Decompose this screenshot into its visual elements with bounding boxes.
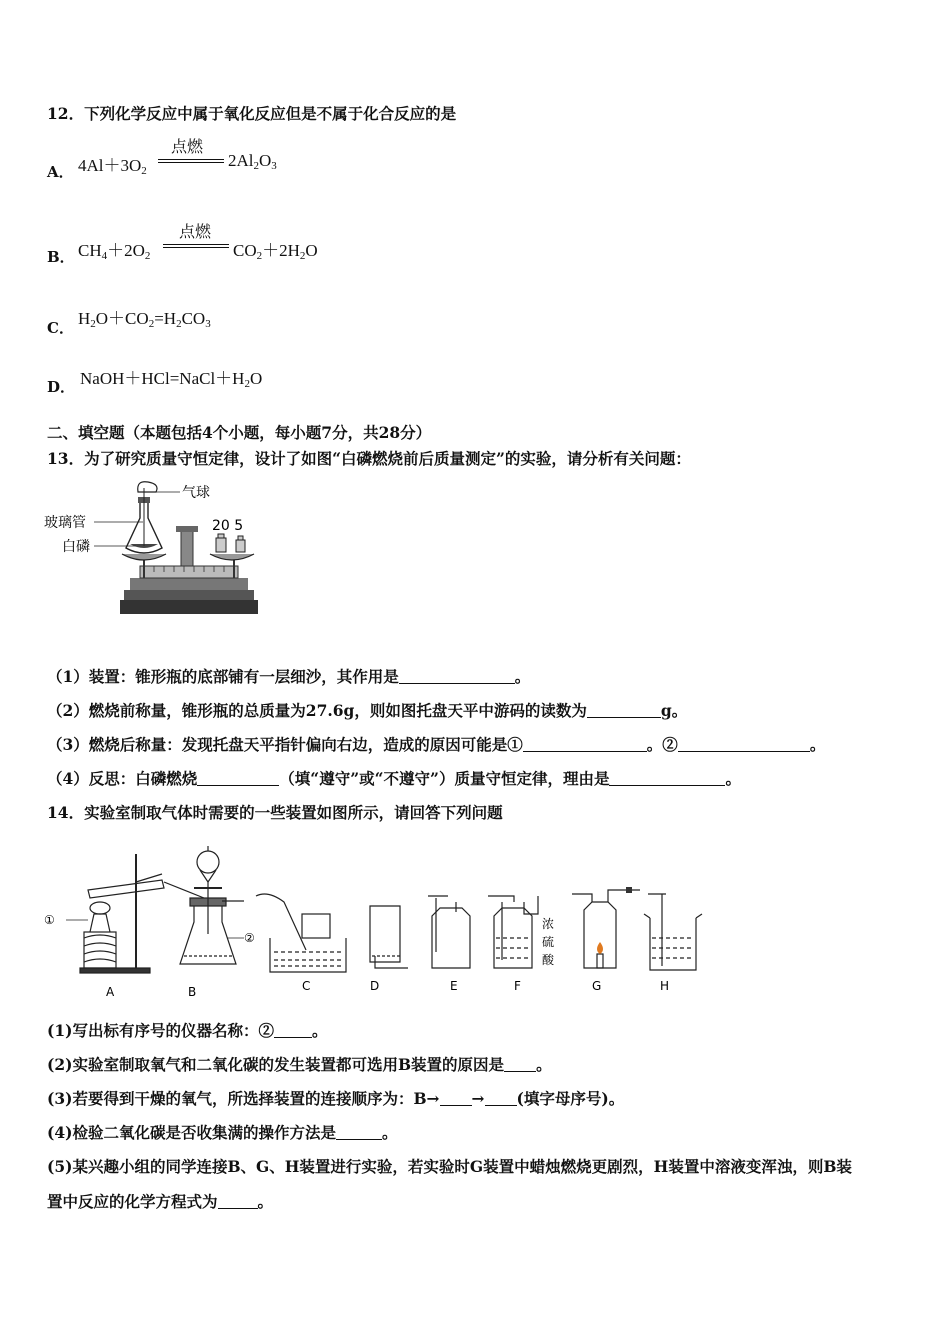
q13-blank-2[interactable] xyxy=(587,703,661,718)
q12-option-c-label: C． xyxy=(47,319,74,337)
q13-blank-4b[interactable] xyxy=(609,771,725,786)
q13-part4: （4）反思：白磷燃烧 （填“遵守”或“不遵守”）质量守恒定律，理由是 。 xyxy=(47,769,741,788)
q12-stem: 12．下列化学反应中属于氧化反应但是不属于化合反应的是 xyxy=(47,104,457,123)
q12-option-b-reactants: $CH_4+2O_2$ xyxy=(78,241,151,262)
balance-base-icon xyxy=(124,590,254,600)
q14-part1: (1)写出标有序号的仪器名称：② 。 xyxy=(47,1021,328,1040)
q12-option-d-label: D． xyxy=(47,378,76,396)
q12-option-d-equation: $NaOH+HCl=NaCl+H_2O$ xyxy=(80,369,263,390)
balloon-icon xyxy=(138,482,157,492)
fig14-label-h: H xyxy=(660,979,670,993)
fig14-label-b: B xyxy=(188,985,197,998)
q13-balance-figure xyxy=(44,478,266,620)
fig14-acid-3: 酸 xyxy=(542,953,555,967)
q13-part2: （2）燃烧前称量，锥形瓶的总质量为27.6g，则如图托盘天平中游码的读数为 g。 xyxy=(47,701,688,720)
q14-part5-line2: 置中反应的化学方程式为 。 xyxy=(47,1192,274,1211)
q12-option-a-products: $2Al_2O_3$ xyxy=(228,151,277,172)
q12-option-c-equation: $H_2O+CO_2=H_2CO_3$ xyxy=(78,309,211,330)
q13-blank-3b[interactable] xyxy=(678,737,810,752)
q12-option-b-label: B． xyxy=(47,248,75,266)
q14-blank-4[interactable] xyxy=(336,1125,382,1140)
q14-blank-3b[interactable] xyxy=(485,1091,517,1106)
fig13-label-weights: 20 5 xyxy=(212,518,244,534)
q12-option-a-reactants: $4Al+3O_2$ xyxy=(78,156,147,177)
candle-flame-icon xyxy=(597,942,603,954)
q13-part3: （3）燃烧后称量：发现托盘天平指针偏向右边，造成的原因可能是① 。② 。 xyxy=(47,735,826,754)
fig13-label-balloon: 气球 xyxy=(182,485,210,501)
fig14-marker-1: ① xyxy=(44,913,55,927)
q13-part1: （1）装置：锥形瓶的底部铺有一层细沙，其作用是 。 xyxy=(47,667,531,686)
q12-option-b-condition: 点燃 xyxy=(179,222,212,241)
q14-blank-3a[interactable] xyxy=(440,1091,472,1106)
fig14-label-g: G xyxy=(592,979,602,993)
q12-option-a-arrow xyxy=(158,159,224,163)
q14-part4: (4)检验二氧化碳是否收集满的操作方法是 。 xyxy=(47,1123,398,1142)
q14-blank-2[interactable] xyxy=(504,1057,536,1072)
fig14-label-e: E xyxy=(450,979,458,993)
q14-stem: 14．实验室制取气体时需要的一些装置如图所示，请回答下列问题 xyxy=(47,803,503,822)
q12-option-a-condition: 点燃 xyxy=(171,137,204,156)
fig14-label-d: D xyxy=(370,979,380,993)
q13-blank-1[interactable] xyxy=(399,669,515,684)
q13-blank-4a[interactable] xyxy=(197,771,279,786)
q13-stem: 13．为了研究质量守恒定律，设计了如图“白磷燃烧前后质量测定”的实验，请分析有关问题： xyxy=(47,449,691,468)
q14-blank-1[interactable] xyxy=(274,1023,312,1038)
q14-blank-5[interactable] xyxy=(218,1194,258,1209)
q14-part2: (2)实验室制取氧气和二氧化碳的发生装置都可选用B装置的原因是 。 xyxy=(47,1055,552,1074)
q14-apparatus-figure xyxy=(44,838,704,998)
fig13-label-phosphorus: 白磷 xyxy=(62,539,90,555)
fig13-label-tube: 玻璃管 xyxy=(44,515,86,531)
fig14-label-f: F xyxy=(514,979,521,993)
q12-option-a-label: A． xyxy=(47,163,74,181)
q12-option-b-arrow xyxy=(163,244,229,248)
fig14-acid-1: 浓 xyxy=(542,917,555,931)
fig14-label-a: A xyxy=(106,985,115,998)
fig14-label-c: C xyxy=(302,979,311,993)
q13-blank-3a[interactable] xyxy=(523,737,647,752)
q14-part3: (3)若要得到干燥的氧气，所选择装置的连接顺序为：B→ → (填字母序号)。 xyxy=(47,1089,625,1108)
q14-part5-line1: (5)某兴趣小组的同学连接B、G、H装置进行实验，若实验时G装置中蜡烛燃烧更剧烈，H装置中溶液变浑浊，则B装 xyxy=(47,1157,852,1176)
fig14-marker-2: ② xyxy=(244,931,255,945)
q12-option-b-products: $CO_2+2H_2O$ xyxy=(233,241,318,262)
fig14-acid-2: 硫 xyxy=(542,935,555,949)
section-title: 二、填空题（本题包括4个小题，每小题7分，共28分） xyxy=(47,423,432,442)
